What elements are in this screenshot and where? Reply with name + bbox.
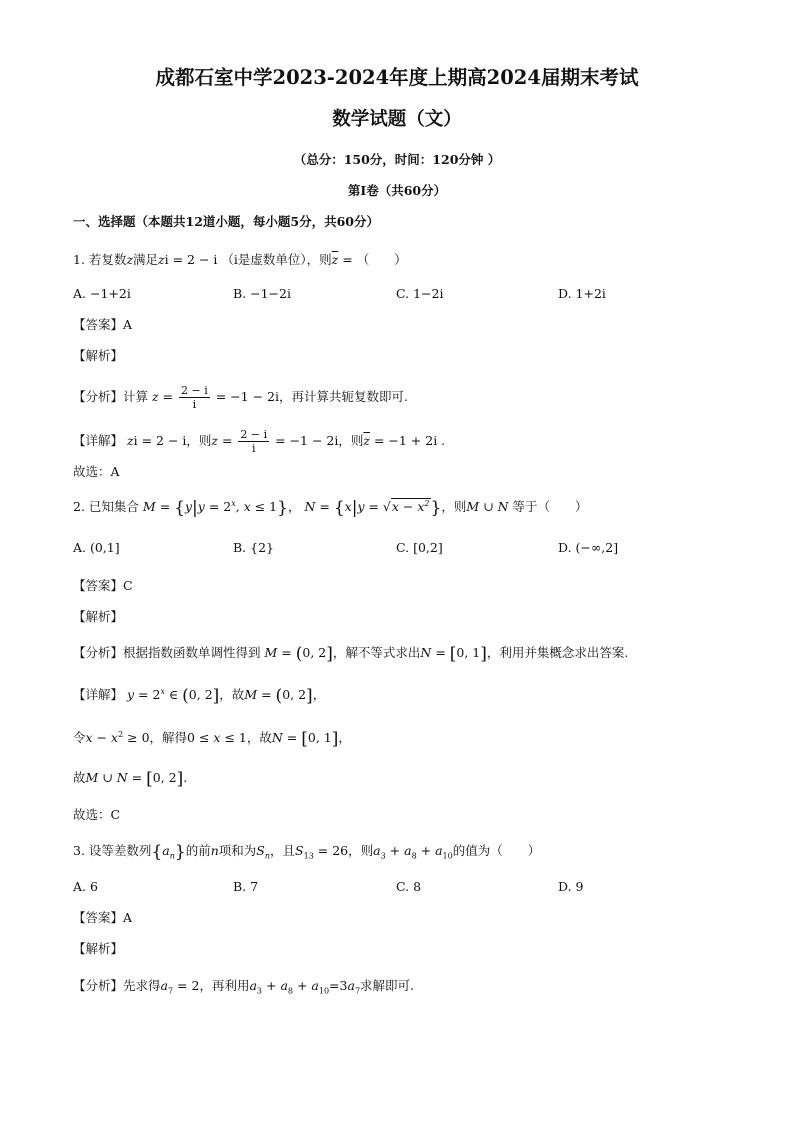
question-1-number: 1.	[73, 252, 85, 267]
question-3-stem: 3. 设等差数列$\{a_n\}$的前n项和为$S_n$，且$S_{13} = 26$，则$a_3 + a_8 + a_{10}$的值为（ ）	[73, 842, 541, 862]
question-1-option-b: B. −1−2i	[233, 286, 291, 301]
question-2-detail: 【详解】 $y = 2^x$ ∈ (0, 2]，故M = (0, 2]，	[73, 686, 326, 706]
exam-title: 成都石室中学2023-2024年度上期高2024届期末考试	[155, 66, 639, 89]
question-1-answer: 【答案】A	[73, 317, 133, 332]
question-3-analysis-heading: 【解析】	[73, 941, 124, 956]
question-2-option-d: D. (−∞,2]	[558, 540, 619, 555]
question-3-option-b: B. 7	[233, 879, 259, 894]
question-2-option-b: B. {2}	[233, 540, 274, 555]
question-3-fenxi: 【分析】先求得$a_7 = 2$，再利用$a_3 + a_8 + a_{10}=3a_7$求解即可.	[73, 978, 415, 996]
question-1-stem: 1. 若复数z满足zi = 2 − i （i是虚数单位），则$\overline{z}$ = （ ）	[73, 252, 407, 267]
question-1-fenxi: 【分析】计算 z = $\frac{2 - i}{i}$ = −1 − 2i，再计算共轭复数即可.	[73, 384, 408, 411]
question-3-option-a: A. 6	[73, 879, 98, 894]
volume-title: 第Ⅰ卷（共60分）	[347, 183, 447, 198]
question-3-number: 3.	[73, 843, 85, 858]
question-2-fenxi: 【分析】根据指数函数单调性得到 M = (0, 2]，解不等式求出N = [0, 1]，利用并集概念求出答案.	[73, 644, 629, 664]
question-2-detail-line3: 故M ∪ N = [0, 2].	[73, 769, 188, 789]
question-1-analysis-heading: 【解析】	[73, 348, 124, 363]
question-1-detail: 【详解】 zi = 2 − i，则z = $\frac{2 - i}{i}$ = −1 − 2i，则$\overline{z} = -1 + 2i$ .	[73, 428, 446, 455]
question-2-detail-line2: 令$x - x^2 \ge 0$，解得0 ≤ x ≤ 1，故N = [0, 1]，	[73, 729, 351, 749]
question-1-choose: 故选：A	[73, 464, 120, 479]
question-2-number: 2.	[73, 499, 85, 514]
question-2-choose: 故选：C	[73, 807, 121, 822]
question-2-option-a: A. (0,1]	[73, 540, 120, 555]
question-3-option-c: C. 8	[396, 879, 422, 894]
section-title: 一、选择题（本题共12道小题，每小题5分，共60分）	[73, 214, 379, 229]
question-2-option-c: C. [0,2]	[396, 540, 443, 555]
question-1-option-c: C. 1−2i	[396, 286, 444, 301]
question-2-stem: 2. 已知集合 $M = \{y|y = 2^x$, x ≤ 1}， $N = \{x|y = √x - x^2\}$，则M ∪ N 等于（ ）	[73, 498, 588, 518]
exam-info: （总分：150分，时间：120分钟 ）	[293, 152, 501, 167]
question-2-answer: 【答案】C	[73, 578, 133, 593]
subject-title: 数学试题（文）	[332, 109, 462, 130]
question-3-answer: 【答案】A	[73, 910, 133, 925]
question-3-option-d: D. 9	[558, 879, 584, 894]
question-1-option-a: A. −1+2i	[73, 286, 131, 301]
question-1-option-d: D. 1+2i	[558, 286, 606, 301]
question-2-analysis-heading: 【解析】	[73, 609, 124, 624]
